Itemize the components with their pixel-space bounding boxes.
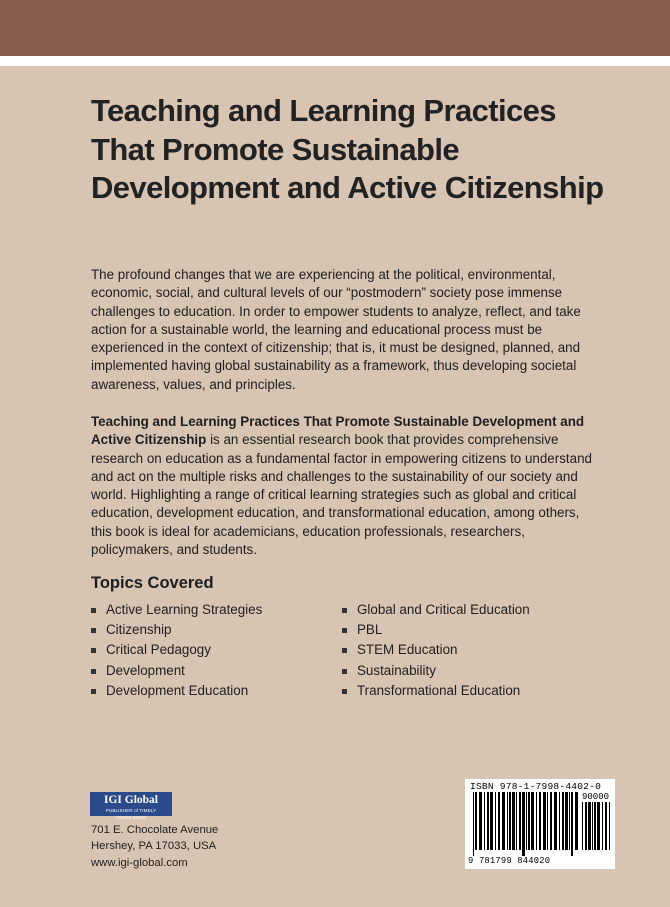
top-white-stripe: [0, 56, 670, 66]
barcode-block: [465, 779, 615, 869]
topic-item: Development: [91, 661, 262, 681]
publisher-website: www.igi-global.com: [91, 856, 188, 869]
topic-item: Active Learning Strategies: [91, 600, 262, 620]
topic-item: PBL: [342, 620, 530, 640]
barcode-digits: 9 781799 844020: [468, 856, 551, 866]
logo-tagline: PUBLISHER of TIMELY KNOWLEDGE: [105, 808, 157, 820]
description-paragraph-1: The profound changes that we are experiencing at the political, environmental, economic, social, and cultural levels of our “postmodern” society pose immense challenges to education. In order to empower students to analyze, reflect, and take action for a sustainable world, the learning and educational process must be experienced in the context of citizenship; that is, it must be designed, planned, and implemented having global sustainability as a framework, thus developing societal awareness, values, and principles.: [91, 267, 581, 392]
barcode-image: [473, 792, 579, 856]
description-paragraph-2: [91, 413, 596, 559]
topic-item: Global and Critical Education: [342, 600, 530, 620]
topic-item: Sustainability: [342, 661, 530, 681]
address-street: 701 E. Chocolate Avenue: [91, 824, 219, 836]
topics-list-right: [342, 600, 530, 701]
topic-item: Citizenship: [91, 620, 262, 640]
price-barcode-image: [582, 802, 610, 856]
logo-name: IGI Global: [103, 794, 158, 806]
isbn-text: ISBN 978-1-7998-4402-0: [470, 781, 602, 792]
book-title: Teaching and Learning Practices That Promote Sustainable Development and Active Citizenship: [91, 93, 604, 205]
topic-item: Critical Pedagogy: [91, 640, 262, 660]
topics-heading: Topics Covered: [91, 574, 214, 592]
publisher-address: [91, 822, 218, 871]
topic-item: STEM Education: [342, 640, 530, 660]
paragraph-2-body: is an essential research book that provides comprehensive research on education as a fundamental factor in empowering citizens to understand and act on the multiple risks and challenges to the sustainability of our society and world. Highlighting a range of critical learning strategies such as global and critical education, development education, and transformational education, among others, this book is ideal for academicians, education professionals, researchers, policymakers, and students.: [91, 432, 592, 558]
address-city: Hershey, PA 17033, USA: [91, 840, 217, 853]
topic-item: Transformational Education: [342, 681, 530, 701]
price-code: 90000: [582, 792, 610, 802]
topics-list-left: [91, 600, 262, 701]
top-color-band: [0, 0, 670, 56]
paragraph-2-bold-title: Teaching and Learning Practices That Promote Sustainable Development and Active Citizenship: [91, 414, 585, 448]
topic-item: Development Education: [91, 681, 262, 701]
igi-global-logo: [90, 792, 172, 820]
